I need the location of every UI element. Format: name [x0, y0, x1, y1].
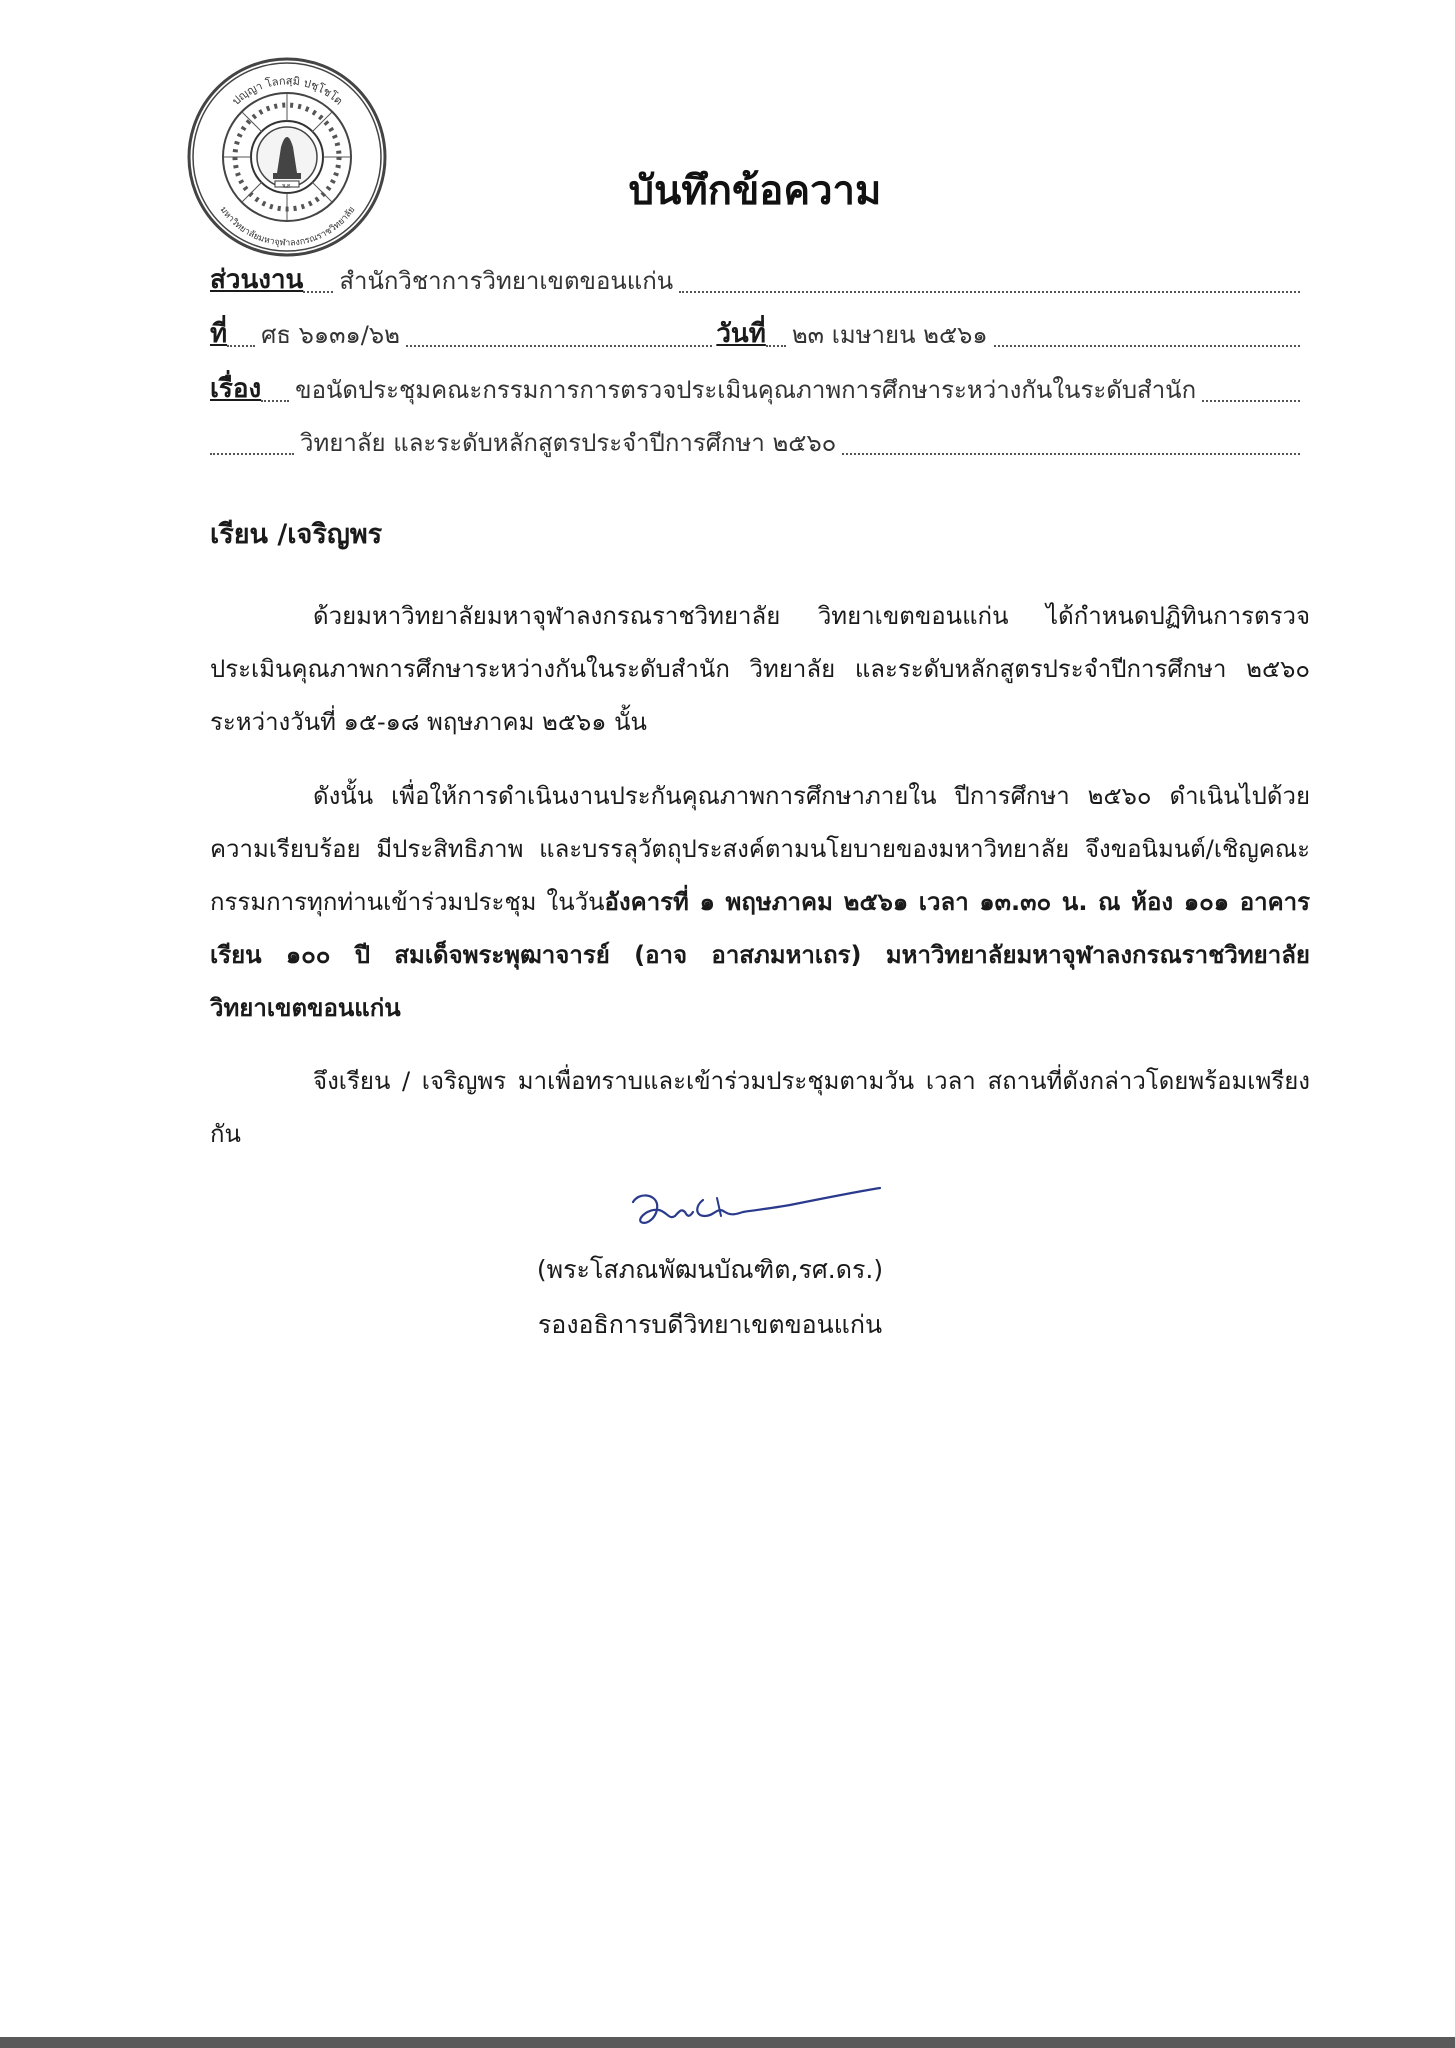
ref-value: ศธ ๖๑๓๑/๖๒: [261, 321, 400, 349]
department-label: ส่วนงาน: [210, 265, 304, 295]
dotted-leader: [406, 345, 712, 347]
subject-row: [210, 367, 1300, 409]
seal-text-top: ปญฺญา โลกสฺมิ ปชฺโชโต: [229, 74, 346, 108]
scan-edge-bar: [0, 2037, 1455, 2048]
seal-text-center: พ.ศ.: [282, 183, 292, 189]
signatory-position: รองอธิการบดีวิทยาเขตขอนแก่น: [537, 1310, 883, 1339]
dotted-leader: [994, 345, 1300, 347]
ref-label: ที่: [210, 319, 228, 349]
memo-title: บันทึกข้อความ: [628, 168, 882, 214]
body-paragraph-3: [210, 1055, 1310, 1161]
date-label: วันที่: [716, 319, 766, 349]
dotted-leader: [227, 345, 255, 347]
dotted-leader: [842, 453, 1300, 455]
subject-row-continued: [210, 420, 1300, 462]
department-value: สำนักวิชาการวิทยาเขตขอนแก่น: [339, 267, 674, 295]
seal-text-bottom: มหาวิทยาลัยมหาจุฬาลงกรณราชวิทยาลัย: [217, 205, 358, 249]
signature-icon: [625, 1182, 885, 1232]
dotted-leader: [261, 400, 289, 402]
subject-line-1: ขอนัดประชุมคณะกรรมการการตรวจประเมินคุณภาพการศึกษาระหว่างกันในระดับสำนัก: [295, 376, 1197, 404]
body-paragraph-3-text: จึงเรียน / เจริญพร มาเพื่อทราบและเข้าร่วมประชุมตามวัน เวลา สถานที่ดังกล่าวโดยพร้อมเพรียงกัน: [210, 1067, 1310, 1148]
dotted-leader: [210, 453, 294, 455]
body-paragraph-1: [210, 590, 1310, 749]
subject-line-2: วิทยาลัย และระดับหลักสูตรประจำปีการศึกษา ๒๕๖๐: [300, 429, 837, 457]
ref-date-row: [210, 312, 1300, 354]
dotted-leader: [1202, 400, 1300, 402]
meeting-details: อังคารที่ ๑ พฤษภาคม ๒๕๖๑ เวลา ๑๓.๓๐ น. ณ ห้อง ๑๐๑ อาคารเรียน ๑๐๐ ปี สมเด็จพระพุฒาจารย์ (อาจ อาสภมหาเถร) มหาวิทยาลัยมหาจุฬาลงกรณราชวิทยาลัย วิทยาเขตขอนแก่น: [210, 888, 1311, 1022]
subject-label: เรื่อง: [210, 374, 262, 404]
date-value: ๒๓ เมษายน ๒๕๖๑: [791, 321, 988, 349]
signatory-name: (พระโสภณพัฒนบัณฑิต,รศ.ดร.): [536, 1255, 884, 1284]
body-paragraph-2: [210, 770, 1310, 1035]
dotted-leader: [679, 291, 1300, 293]
dotted-leader: [303, 291, 333, 293]
salutation: เรียน /เจริญพร: [210, 519, 383, 550]
university-seal-icon: [185, 55, 390, 260]
body-paragraph-2-text: ดังนั้น เพื่อให้การดำเนินงานประกันคุณภาพการศึกษาภายใน ปีการศึกษา ๒๕๖๐ ดำเนินไปด้วยความเรียบร้อย มีประสิทธิภาพ และบรรลุวัตถุประสงค์ตามนโยบายของมหาวิทยาลัย จึงขอนิมนต์/เชิญคณะกรรมการทุกท่านเข้าร่วมประชุม ในวัน: [210, 782, 1310, 916]
department-row: [210, 258, 1300, 300]
body-paragraph-1-text: ด้วยมหาวิทยาลัยมหาจุฬาลงกรณราชวิทยาลัย วิทยาเขตขอนแก่น ได้กำหนดปฏิทินการตรวจประเมินคุณภาพการศึกษาระหว่างกันในระดับสำนัก วิทยาลัย และระดับหลักสูตรประจำปีการศึกษา ๒๕๖๐ ระหว่างวันที่ ๑๕-๑๘ พฤษภาคม ๒๕๖๑ นั้น: [210, 602, 1310, 736]
dotted-leader: [766, 345, 786, 347]
